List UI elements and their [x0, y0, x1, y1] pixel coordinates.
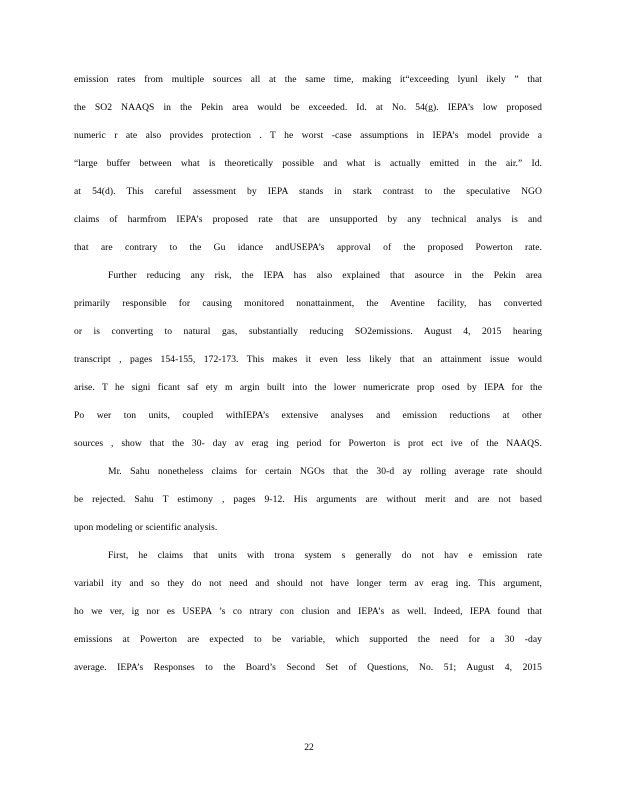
page-number: 22: [304, 742, 314, 753]
text-line: Po wer ton units, coupled withIEPA’s extensive analyses and emission reductions at other: [74, 410, 542, 421]
text-line: variabil ity and so they do not need and should not have longer term av erag ing. This argument,: [74, 578, 542, 589]
text-line: that are contrary to the Gu idance andUSEPA’s approval of the proposed Powerton rate.: [74, 242, 542, 253]
paragraph-2: [74, 262, 542, 458]
text-line: transcript , pages 154-155, 172-173. This makes it even less likely that an attainment issue would: [74, 354, 542, 365]
text-line: Mr. Sahu nonetheless claims for certain NGOs that the 30-d ay rolling average rate should: [108, 466, 542, 477]
body-text: [74, 66, 542, 682]
text-line: or is converting to natural gas, substantially reducing SO2emissions. August 4, 2015 hearing: [74, 326, 542, 337]
text-line: at 54(d). This careful assessment by IEPA stands in stark contrast to the speculative NGO: [74, 186, 542, 197]
text-line: average. IEPA’s Responses to the Board’s Second Set of Questions, No. 51; August 4, 2015: [74, 662, 542, 673]
text-line: emissions at Powerton are expected to be variable, which supported the need for a 30 -day: [74, 634, 542, 645]
text-line: arise. T he signi ficant saf ety m argin built into the lower numericrate prop osed by IEPA for the: [74, 382, 542, 393]
text-line: be rejected. Sahu T estimony , pages 9-12. His arguments are without merit and are not based: [74, 494, 542, 505]
paragraph-3: [74, 458, 542, 542]
text-line: claims of harmfrom IEPA’s proposed rate that are unsupported by any technical analys is and: [74, 214, 542, 225]
text-line: the SO2 NAAQS in the Pekin area would be exceeded. Id. at No. 54(g). IEPA’s low proposed: [74, 102, 542, 113]
paragraph-1: [74, 66, 542, 262]
paragraph-4: [74, 542, 542, 682]
text-line: numeric r ate also provides protection . T he worst -case assumptions in IEPA’s model provide a: [74, 130, 542, 141]
text-line: primarily responsible for causing monitored nonattainment, the Aventine facility, has converted: [74, 298, 542, 309]
text-line: upon modeling or scientific analysis.: [74, 522, 218, 533]
text-line: “large buffer between what is theoretically possible and what is actually emitted in the air.” Id.: [74, 158, 542, 169]
text-line: ho we ver, ig nor es USEPA ’s co ntrary con clusion and IEPA’s as well. Indeed, IEPA found that: [74, 606, 542, 617]
text-line: sources , show that the 30- day av erag ing period for Powerton is prot ect ive of the NAAQS.: [74, 438, 542, 449]
text-line: First, he claims that units with trona system s generally do not hav e emission rate: [108, 550, 542, 561]
text-line: emission rates from multiple sources all at the same time, making it“exceeding lyunl ikely ” that: [74, 74, 542, 85]
text-line: Further reducing any risk, the IEPA has also explained that asource in the Pekin area: [108, 270, 542, 281]
